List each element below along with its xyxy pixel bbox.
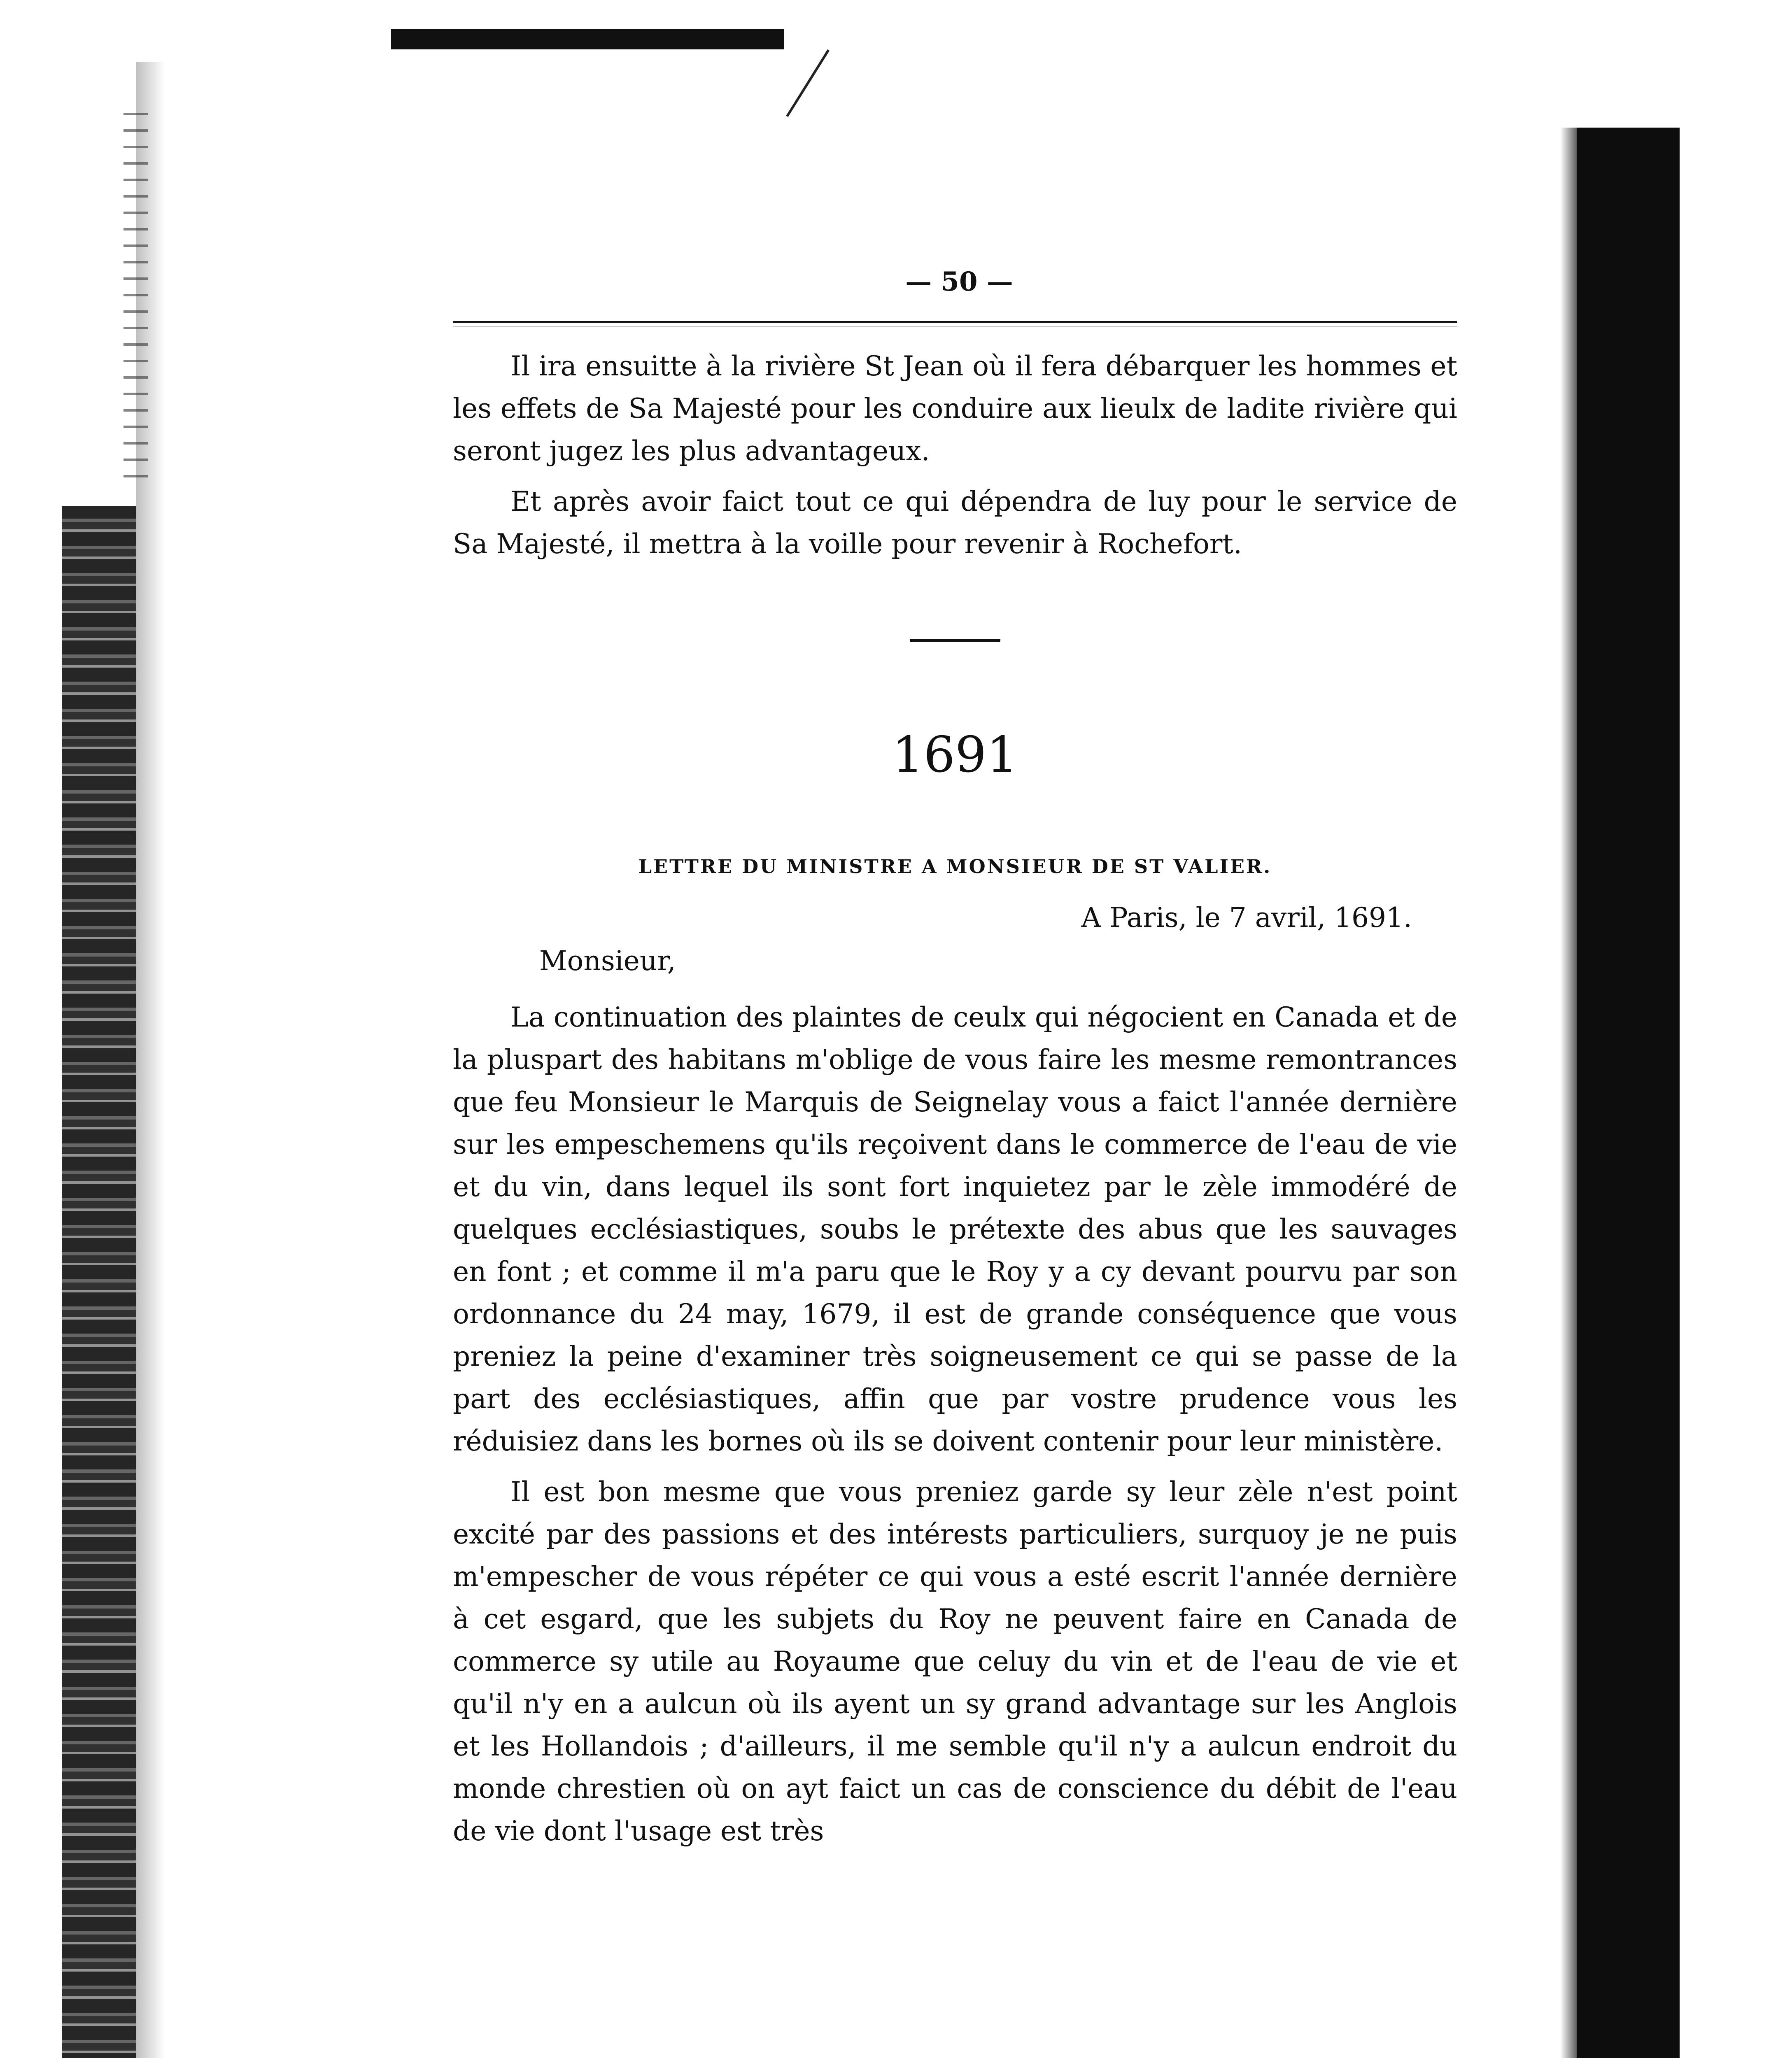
section-divider: [910, 639, 1000, 642]
page-number: — 50 —: [905, 266, 1013, 297]
letter-dateline: A Paris, le 7 avril, 1691.: [1081, 902, 1412, 934]
letter-paragraph-1: La continuation des plaintes de ceulx qui négocient en Canada et de la pluspart des habitans m'oblige de vous faire les mesme remontrances que feu Monsieur le Marquis de Seignelay vous a faict l'année dernière sur les empeschemens qu'ils reçoivent dans le commerce de l'eau de vie et du vin, dans lequel ils sont fort inquietez par le zèle immodéré de quelques ecclésiastiques, soubs le prétexte des abus que les sauvages en font ; et comme il m'a paru que le Roy y a cy devant pourvu par son ordonnance du 24 may, 1679, il est de grande conséquence que vous preniez la peine d'examiner très soigneusement ce qui se passe de la part des ecclésiastiques, affin que par vostre prudence vous les réduisiez dans les bornes où ils se doivent contenir pour leur ministère.: [453, 1001, 1457, 1457]
letter-paragraph-2: Il est bon mesme que vous preniez garde sy leur zèle n'est point excité par des passions et des intérests particuliers, surquoy je ne puis m'empescher de vous répéter ce qui vous a esté escrit l'année dernière à cet esgard, que les subjets du Roy ne peuvent faire en Canada de commerce sy utile au Royaume que celuy du vin et de l'eau de vie et qu'il n'y en a aulcun où ils ayent un sy grand advantage sur les Anglois et les Hollandois ; d'ailleurs, il me semble qu'il n'y a aulcun endroit du monde chrestien où on ayt faict un cas de conscience du débit de l'eau de vie dont l'usage est très: [453, 1476, 1457, 1847]
scan-pencil-mark: [786, 49, 830, 117]
scan-top-bar: [391, 29, 784, 49]
letter-heading: LETTRE DU MINISTRE A MONSIEUR DE ST VALIER.: [638, 855, 1272, 878]
document-page: [453, 263, 1457, 1860]
letter-salutation: Monsieur,: [539, 945, 676, 977]
scan-right-edge: [1577, 128, 1680, 2058]
header-rule: [453, 321, 1457, 326]
scan-left-edge: [62, 506, 136, 2058]
opening-paragraph-1: Il ira ensuitte à la rivière St Jean où il fera débarquer les hommes et les effets de Sa Majesté pour les conduire aux lieulx de ladite rivière qui seront jugez les plus advantageux.: [453, 350, 1457, 467]
scan-right-shadow: [1560, 128, 1579, 2058]
opening-paragraph-2: Et après avoir faict tout ce qui dépendra de luy pour le service de Sa Majesté, il mettra à la voille pour revenir à Rochefort.: [453, 486, 1457, 560]
section-year: 1691: [892, 726, 1018, 784]
scan-left-ticks: [124, 107, 148, 477]
